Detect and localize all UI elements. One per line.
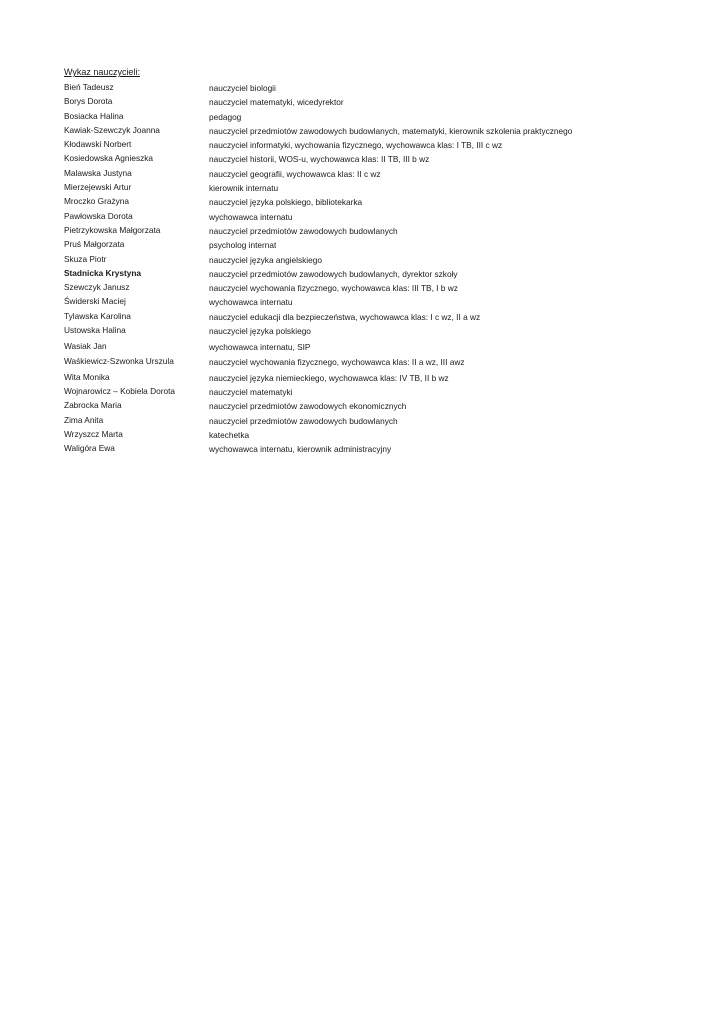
teacher-name: Mierzejewski Artur [64,182,132,193]
teacher-name: Kawiak-Szewczyk Joanna [64,124,160,135]
teacher-role: nauczyciel języka polskiego, bibliotekarka [209,197,363,208]
teacher-role: pedagog [209,111,242,122]
teacher-role: nauczyciel przedmiotów zawodowych ekonomicznych [209,401,407,412]
teacher-name: Świderski Maciej [64,296,126,307]
teacher-name: Mroczko Grażyna [64,196,130,207]
teacher-row [64,323,714,339]
teacher-row [64,109,714,123]
teacher-row [64,166,714,180]
teacher-name: Malawska Justyna [64,167,132,178]
teacher-list [64,80,714,456]
teacher-role: nauczyciel wychowania fizycznego, wychowawca klas: II a wz, III awz [209,357,465,368]
teacher-name: Wojnarowicz – Kobiela Dorota [64,386,175,397]
teacher-name: Szewczyk Janusz [64,282,130,293]
teacher-name: Kosiedowska Agnieszka [64,153,154,164]
teacher-name: Wita Monika [64,371,110,382]
teacher-name: Tylawska Karolina [64,310,131,321]
teacher-name: Wrzyszcz Marta [64,429,123,440]
list-heading: Wykaz nauczycieli: [64,67,140,77]
teacher-row [64,80,714,94]
teacher-name: Waśkiewicz-Szwonka Urszula [64,356,174,367]
teacher-row [64,280,714,294]
teacher-row [64,94,714,108]
teacher-role: nauczyciel edukacji dla bezpieczeństwa, wychowawca klas: I c wz, II a wz [209,311,481,322]
teacher-role: nauczyciel przedmiotów zawodowych budowlanych [209,225,398,236]
teacher-row [64,252,714,266]
teacher-name: Stadnicka Krystyna [64,267,142,278]
teacher-row [64,441,714,455]
teacher-role: nauczyciel informatyki, wychowania fizycznego, wychowawca klas: I TB, III c wz [209,140,503,151]
teacher-role: nauczyciel przedmiotów zawodowych budowlanych, matematyki, kierownik szkolenia praktycznego [209,125,573,136]
teacher-row [64,427,714,441]
teacher-name: Wasiak Jan [64,340,107,351]
teacher-row [64,370,714,384]
teacher-name: Kłodawski Norbert [64,139,132,150]
teacher-role: nauczyciel matematyki [209,387,293,398]
teacher-role: wychowawca internatu [209,297,293,308]
teacher-row [64,354,714,370]
teacher-name: Zabrocka Maria [64,400,122,411]
teacher-name: Pawłowska Dorota [64,210,133,221]
teacher-row [64,294,714,308]
teacher-row [64,209,714,223]
teacher-row [64,309,714,323]
teacher-name: Zima Anita [64,414,104,425]
teacher-role: wychowawca internatu, SIP [209,341,311,352]
teacher-role: psycholog internat [209,240,277,251]
teacher-row-director [64,266,714,280]
teacher-row [64,398,714,412]
teacher-row [64,237,714,251]
teacher-row [64,151,714,165]
teacher-role: nauczyciel matematyki, wicedyrektor [209,97,344,108]
teacher-name: Bień Tadeusz [64,82,114,92]
teacher-name: Skuza Piotr [64,253,107,264]
teacher-name: Waligóra Ewa [64,443,115,454]
teacher-row [64,413,714,427]
teacher-role: nauczyciel języka angielskiego [209,254,322,265]
teacher-role: nauczyciel przedmiotów zawodowych budowlanych [209,415,398,426]
teacher-role: nauczyciel geografii, wychowawca klas: II c wz [209,168,381,179]
teacher-role: nauczyciel przedmiotów zawodowych budowlanych, dyrektor szkoły [209,268,458,279]
teacher-name: Ustowska Halina [64,325,126,336]
teacher-role: wychowawca internatu [209,211,293,222]
teacher-row [64,384,714,398]
teacher-role: katechetka [209,430,250,441]
teacher-row [64,339,714,355]
teacher-name: Pietrzykowska Małgorzata [64,224,161,235]
teacher-role: kierownik internatu [209,183,279,194]
teacher-row [64,180,714,194]
teacher-row [64,194,714,208]
teacher-row [64,137,714,151]
teacher-role: nauczyciel historii, WOS-u, wychowawca klas: II TB, III b wz [209,154,430,165]
teacher-role: wychowawca internatu, kierownik administracyjny [209,444,392,455]
teacher-role: nauczyciel biologii [209,83,276,93]
teacher-role: nauczyciel języka polskiego [209,326,311,337]
teacher-row [64,223,714,237]
teacher-role: nauczyciel języka niemieckiego, wychowawca klas: IV TB, II b wz [209,372,449,383]
teacher-name: Pruś Małgorzata [64,239,125,250]
teacher-role: nauczyciel wychowania fizycznego, wychowawca klas: III TB, I b wz [209,283,458,294]
teacher-name: Bosiacka Halina [64,110,124,121]
teacher-name: Borys Dorota [64,96,113,107]
teacher-row [64,123,714,137]
